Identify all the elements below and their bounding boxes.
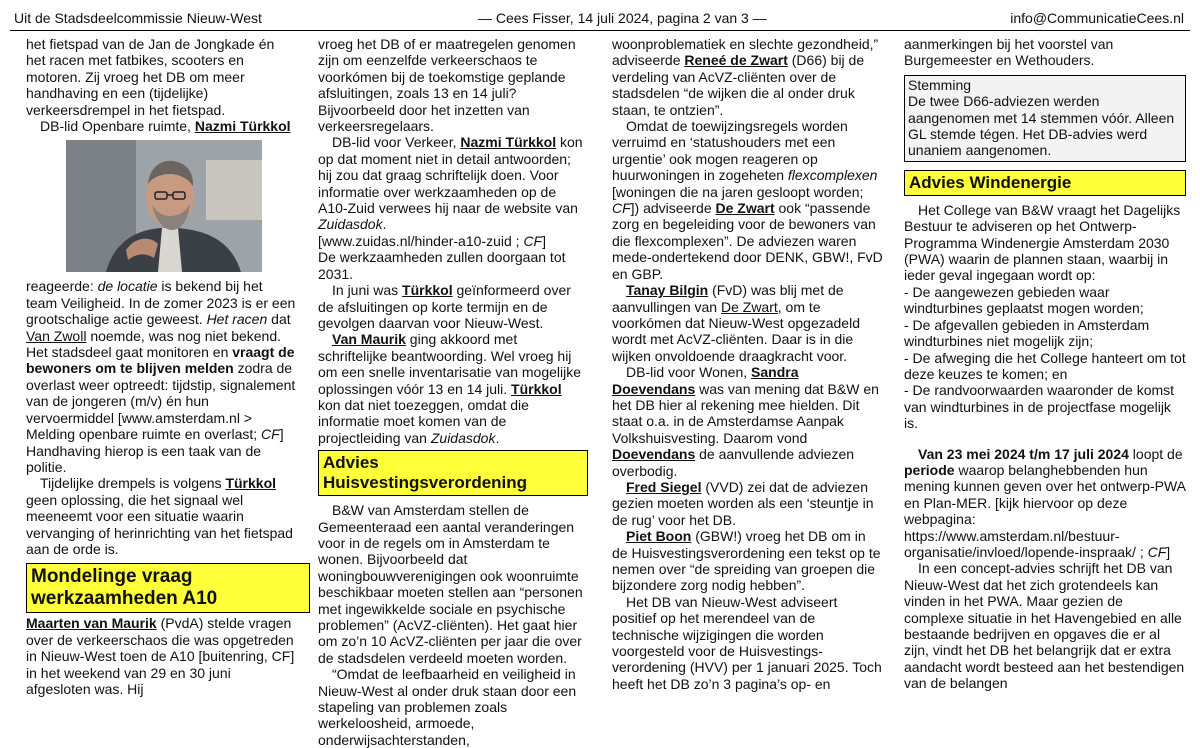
person-name: Piet Boon — [626, 528, 692, 545]
page-header — [10, 8, 1190, 31]
paragraph: DB-lid Openbare ruimte, Nazmi Türkkol — [40, 118, 291, 135]
paragraph: Fred Siegel (VVD) zei dat de adviezen gezien moeten worden als een ‘steuntje in de rug’ voor het DB. — [612, 478, 874, 528]
person-name: Fred Siegel — [626, 478, 702, 495]
paragraph: B&W van Amsterdam stellen de Gemeenteraad een aantal veranderingen voor in de regels om in Amsterdam te wonen. Bijvoorbeeld dat woningbouwverenigingen ook woonruimte beschikbaar moeten stellen aan “personen met ingewikkelde sociale en psychische problemen” (AcVZ-cliënten). Het gaat hier om zo’n 10 AcVZ-cliënten per jaar die over de stadsdelen verdeeld moeten worden. — [318, 502, 583, 666]
paragraph: Het College van B&W vraagt het Dagelijks Bestuur te adviseren op het Ontwerp-Programma Windenergie Amsterdam 2030 (PWA) waarin de plannen staan, waarbij in ieder geval ingegaan wordt op: — [904, 201, 1181, 284]
person-name: Nazmi Türkkol — [460, 134, 557, 151]
bullet-item: - De afweging die het College hanteert om tot deze keuzes te komen; en — [904, 349, 1186, 382]
paragraph: het fietspad van de Jan de Jongkade én het racen met fatbikes, scooters en motoren. Zij vroeg het DB om meer handhaving en een (tijdelijke) verkeersdrempel in het fietspad. — [26, 36, 275, 118]
paragraph: Van 23 mei 2024 t/m 17 juli 2024 loopt de periode waarop belanghebbenden hun mening kunnen geven over het ontwerp-PWA en Plan-MER. [kijk hiervoor op deze webpagina: https://www.amsterdam.nl/bestuur-organisatie/invloed/lopende-inspraak/ ; CF] — [904, 445, 1186, 560]
section-heading-windenergie: Advies Windenergie — [904, 170, 1186, 196]
person-name: Tanay Bilgin — [626, 282, 709, 299]
person-name: Türkkol — [225, 475, 277, 492]
paragraph: Maarten van Maurik (PvdA) stelde vragen over de verkeerschaos die was opgetreden in Nieuw-West toen de A10 [buitenring, CF] in het weekend van 29 en 30 juni afgesloten was. Hij — [26, 615, 295, 697]
column-2 — [318, 36, 588, 748]
paragraph: Tijdelijke drempels is volgens Türkkol geen oplossing, die het signaal wel meeneemt voor een situatie waarin vervanging of herinrichting van het fietspad aan de orde is. — [26, 475, 293, 557]
paragraph: Piet Boon (GBW!) vroeg het DB om in de Huisvestingsverordening een tekst op te nemen over “de spreiding van groepen die bijzondere zorg nodig hebben”. — [612, 528, 881, 594]
header-source: Uit de Stadsdeelcommissie Nieuw-West — [14, 10, 262, 26]
person-name: Nazmi Türkkol — [194, 118, 291, 135]
person-name: Sandra Doevendans — [612, 364, 799, 397]
paragraph: aanmerkingen bij het voorstel van Burgemeester en Wethouders. — [904, 36, 1114, 69]
paragraph: Melding openbare ruimte en overlast; CF] — [26, 426, 284, 443]
column-1 — [26, 36, 296, 697]
person-name: Türkkol — [402, 282, 453, 299]
paragraph: In juni was Türkkol geïnformeerd over de afsluitingen op korte termijn en de gevolgen daarvan voor Nieuw-West. — [318, 282, 571, 331]
vote-result-title: Stemming — [908, 76, 972, 93]
person-name: Reneé de Zwart — [684, 52, 788, 69]
person-name: Van Maurik — [332, 331, 406, 348]
paragraph: Het DB van Nieuw-West adviseert positief op het merendeel van de technische wijzigingen die worden voorgesteld voor de Huisvestings-verordening (HVV) per 1 januari 2025. Toch heeft het DB zo’n 3 pagina’s op- en — [612, 593, 882, 692]
column-4 — [904, 36, 1186, 692]
paragraph: Tanay Bilgin (FvD) was blij met de aanvullingen van De Zwart, om te voorkómen dat Nieuw-West opgezadeld wordt met AcVZ-cliënten. Daar is in die wijken onvoldoende draagkracht voor. — [612, 282, 860, 364]
paragraph: [www.zuidas.nl/hinder-a10-zuid ; CF] — [318, 232, 546, 249]
paragraph: “Omdat de leefbaarheid en veiligheid in Nieuw-West al onder druk staan door een stapeling van problemen zoals werkeloosheid, armoede, onderwijsachterstanden, — [318, 666, 577, 748]
vote-result-box — [904, 75, 1186, 162]
bullet-item: - De randvoorwaarden waaronder de komst van windturbines in de projectfase mogelijk is. — [904, 382, 1175, 432]
paragraph: In een concept-advies schrijft het DB van Nieuw-West dat het zich grotendeels kan vinden in het PWA. Maar gezien de complexe situatie in het Havengebied en alle bestaande bedrijven en opgaves die er al zijn, vindt het DB het belangrijk dat er extra aandacht wordt besteed aan het bestendigen van de belangen — [904, 560, 1185, 692]
person-name: Doevendans — [612, 446, 696, 463]
bullet-item: - De aangewezen gebieden waar windturbines geplaatst mogen worden; — [904, 283, 1144, 317]
vote-result-text: De twee D66-adviezen werden aangenomen met 14 stemmen vóór. Alleen GL stemde tégen. Het DB-advies werd unaniem aangenomen. — [908, 93, 1175, 159]
header-email: info@CommunicatieCees.nl — [1010, 10, 1184, 26]
section-heading-huisvestingsverordening: Advies Huisvestingsverordening — [318, 450, 588, 496]
paragraph: Omdat de toewijzingsregels worden verruimd en ‘statushouders met een urgentie’ ook mogen reageren op huurwoningen in zogeheten flexcomplexen [woningen die na jaren gesloopt worden; CF]) adviseerde De Zwart ook “passende zorg en begeleiding voor de bewoners van die flexcomplexen”. De adviezen waren mede-ondertekend door DENK, GBW!, FvD en GBP. — [612, 118, 883, 282]
paragraph: De werkzaamheden zullen doorgaan tot 2031. — [318, 249, 566, 282]
paragraph: vroeg het DB of er maatregelen genomen zijn om eenzelfde verkeerschaos te voorkómen bij de toekomstige geplande afsluitingen, zoals 13 en 14 juli? Bijvoorbeeld door het inzetten van verkeersregelaars. — [318, 36, 576, 135]
person-name: De Zwart — [715, 200, 775, 217]
section-heading-mondelinge-vraag: Mondelinge vraag werkzaamheden A10 — [26, 563, 310, 613]
portrait-illustration — [66, 140, 262, 272]
person-name: Maarten van Maurik — [26, 615, 157, 632]
bullet-item: - De afgevallen gebieden in Amsterdam windturbines niet mogelijk zijn; — [904, 316, 1150, 350]
paragraph: Handhaving hierop is een taak van de politie. — [26, 442, 262, 475]
paragraph: Van Maurik ging akkoord met schriftelijke beantwoording. Wel vroeg hij om een snelle inventarisatie van mogelijke oplossingen vóór 13 en 14 juli. Türkkol kon dat niet toezeggen, omdat die informatie moet komen van de projectleiding van Zuidasdok. — [318, 331, 582, 446]
column-3 — [612, 36, 884, 692]
header-author-date: — Cees Fisser, 14 juli 2024, pagina 2 van 3 — — [478, 10, 767, 26]
paragraph: woonproblematiek en slechte gezondheid,” adviseerde Reneé de Zwart (D66) bij de verdeling van AcVZ-cliënten over de stadsdelen “de wijken die al onder druk staan, te ontzien”. — [612, 36, 879, 118]
person-name: De Zwart — [720, 298, 778, 315]
person-name: Van Zwoll — [26, 327, 87, 344]
paragraph: reageerde: de locatie is bekend bij het team Veiligheid. In de zomer 2023 is er een grootschalige actie geweest. Het racen dat Van Zwoll noemde, was nog niet bekend. Het stadsdeel gaat monitoren en vraagt de bewoners om te blijven melden zodra de overlast weer optreedt: tijdstip, signalement van de jongeren (m/v) én hun vervoermiddel [www.amsterdam.nl > — [26, 278, 296, 426]
portrait-photo — [66, 140, 262, 272]
paragraph: DB-lid voor Wonen, Sandra Doevendans was van mening dat B&W en het DB hier al rekening mee hielden. Dit staat o.a. in de Amsterdamse Aanpak Volkshuisvesting. Daarom vond Doevendans de aanvullende adviezen overbodig. — [612, 364, 879, 479]
paragraph: DB-lid voor Verkeer, Nazmi Türkkol kon op dat moment niet in detail antwoorden; hij zou dat graag schriftelijk doen. Voor informatie over werkzaamheden op de A10-Zuid verwees hij naar de website van Zuidasdok. — [318, 134, 583, 233]
person-name: Türkkol — [511, 380, 562, 397]
